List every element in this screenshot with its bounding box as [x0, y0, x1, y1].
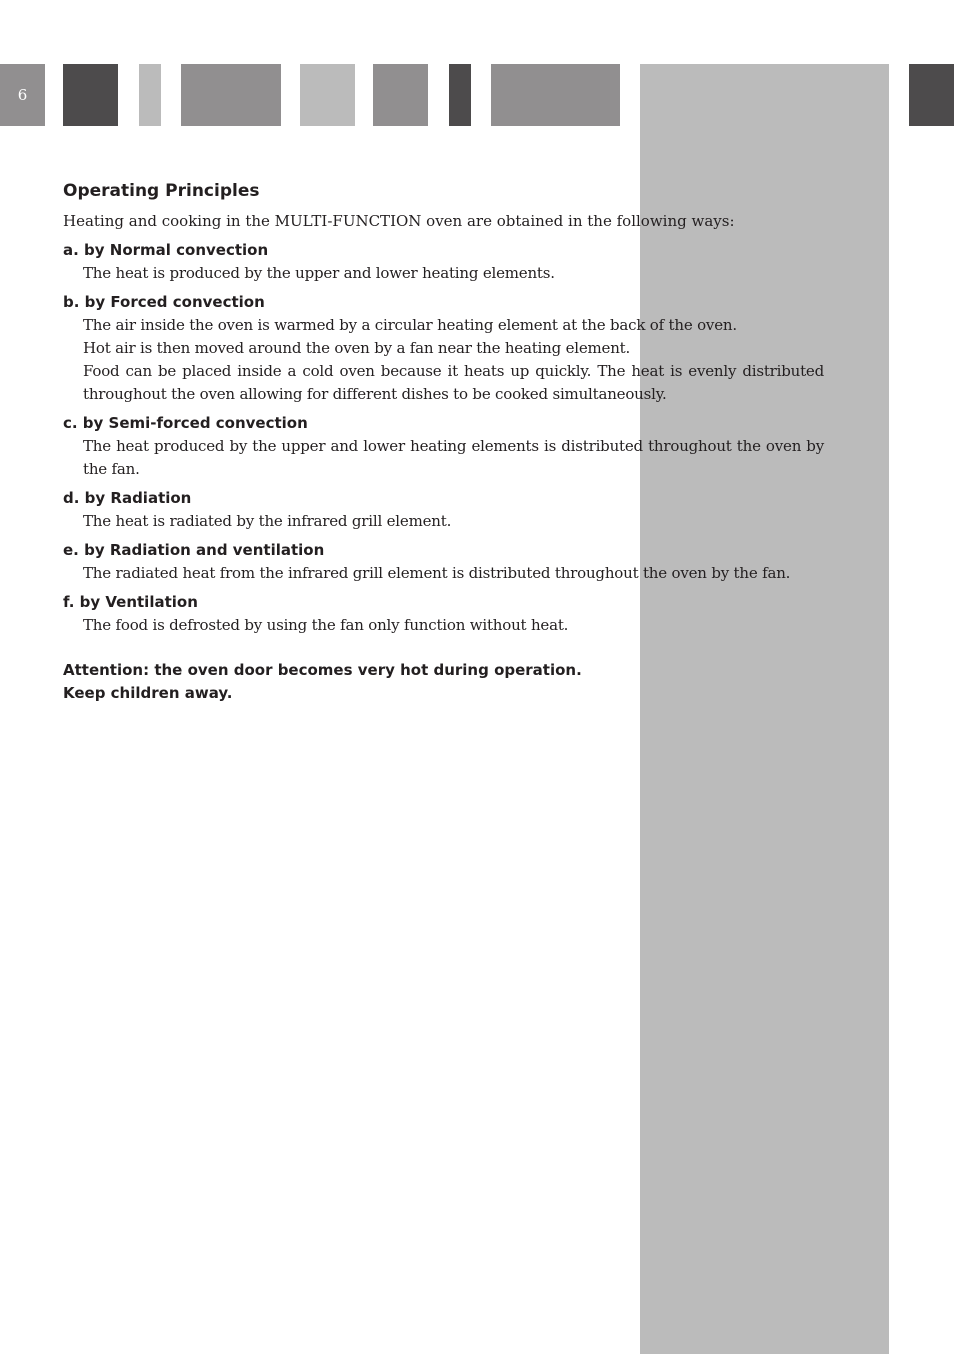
item-heading: b. by Forced convection [63, 293, 265, 311]
item-line: Hot air is then moved around the oven by a fan near the heating element. [83, 339, 631, 357]
page-number: 6 [0, 64, 45, 126]
item-line: The food is defrosted by using the fan only function without heat. [83, 616, 569, 634]
item-line: The heat is produced by the upper and lower heating elements. [83, 264, 555, 282]
item-heading: d. by Radiation [63, 489, 192, 507]
header-block [300, 64, 355, 126]
list-item [63, 539, 824, 585]
content [63, 178, 824, 705]
list-item [63, 591, 824, 637]
list-item [63, 487, 824, 533]
item-body [63, 435, 824, 481]
header-block [449, 64, 471, 126]
list-item [63, 291, 824, 406]
item-body [63, 510, 824, 533]
item-body [63, 562, 824, 585]
header-block [373, 64, 428, 126]
header-block [63, 64, 118, 126]
attention-line: Attention: the oven door becomes very hot during operation. [63, 661, 582, 679]
item-heading: a. by Normal convection [63, 241, 269, 259]
item-line: The heat produced by the upper and lower heating elements is distributed throughout the oven by the fan. [83, 437, 824, 478]
item-heading: f. by Ventilation [63, 593, 198, 611]
header-block [909, 64, 954, 126]
intro-text: Heating and cooking in the MULTI-FUNCTION oven are obtained in the following ways: [63, 212, 735, 230]
header-block [139, 64, 161, 126]
item-line: The radiated heat from the infrared grill element is distributed throughout the oven by the fan. [83, 564, 791, 582]
list-item [63, 239, 824, 285]
item-heading: c. by Semi-forced convection [63, 414, 308, 432]
list-item [63, 412, 824, 481]
item-line: The heat is radiated by the infrared grill element. [83, 512, 452, 530]
item-line: The air inside the oven is warmed by a circular heating element at the back of the oven. [83, 316, 737, 334]
header-block [491, 64, 620, 126]
item-heading: e. by Radiation and ventilation [63, 541, 325, 559]
item-body [63, 262, 824, 285]
item-line: Food can be placed inside a cold oven because it heats up quickly. The heat is evenly distributed throughout the oven allowing for different dishes to be cooked simultaneously. [83, 362, 824, 403]
item-body [63, 314, 824, 406]
attention-line: Keep children away. [63, 684, 233, 702]
page-title: Operating Principles [63, 181, 260, 201]
item-body [63, 614, 824, 637]
header-block [181, 64, 281, 126]
attention-warning [63, 659, 824, 705]
